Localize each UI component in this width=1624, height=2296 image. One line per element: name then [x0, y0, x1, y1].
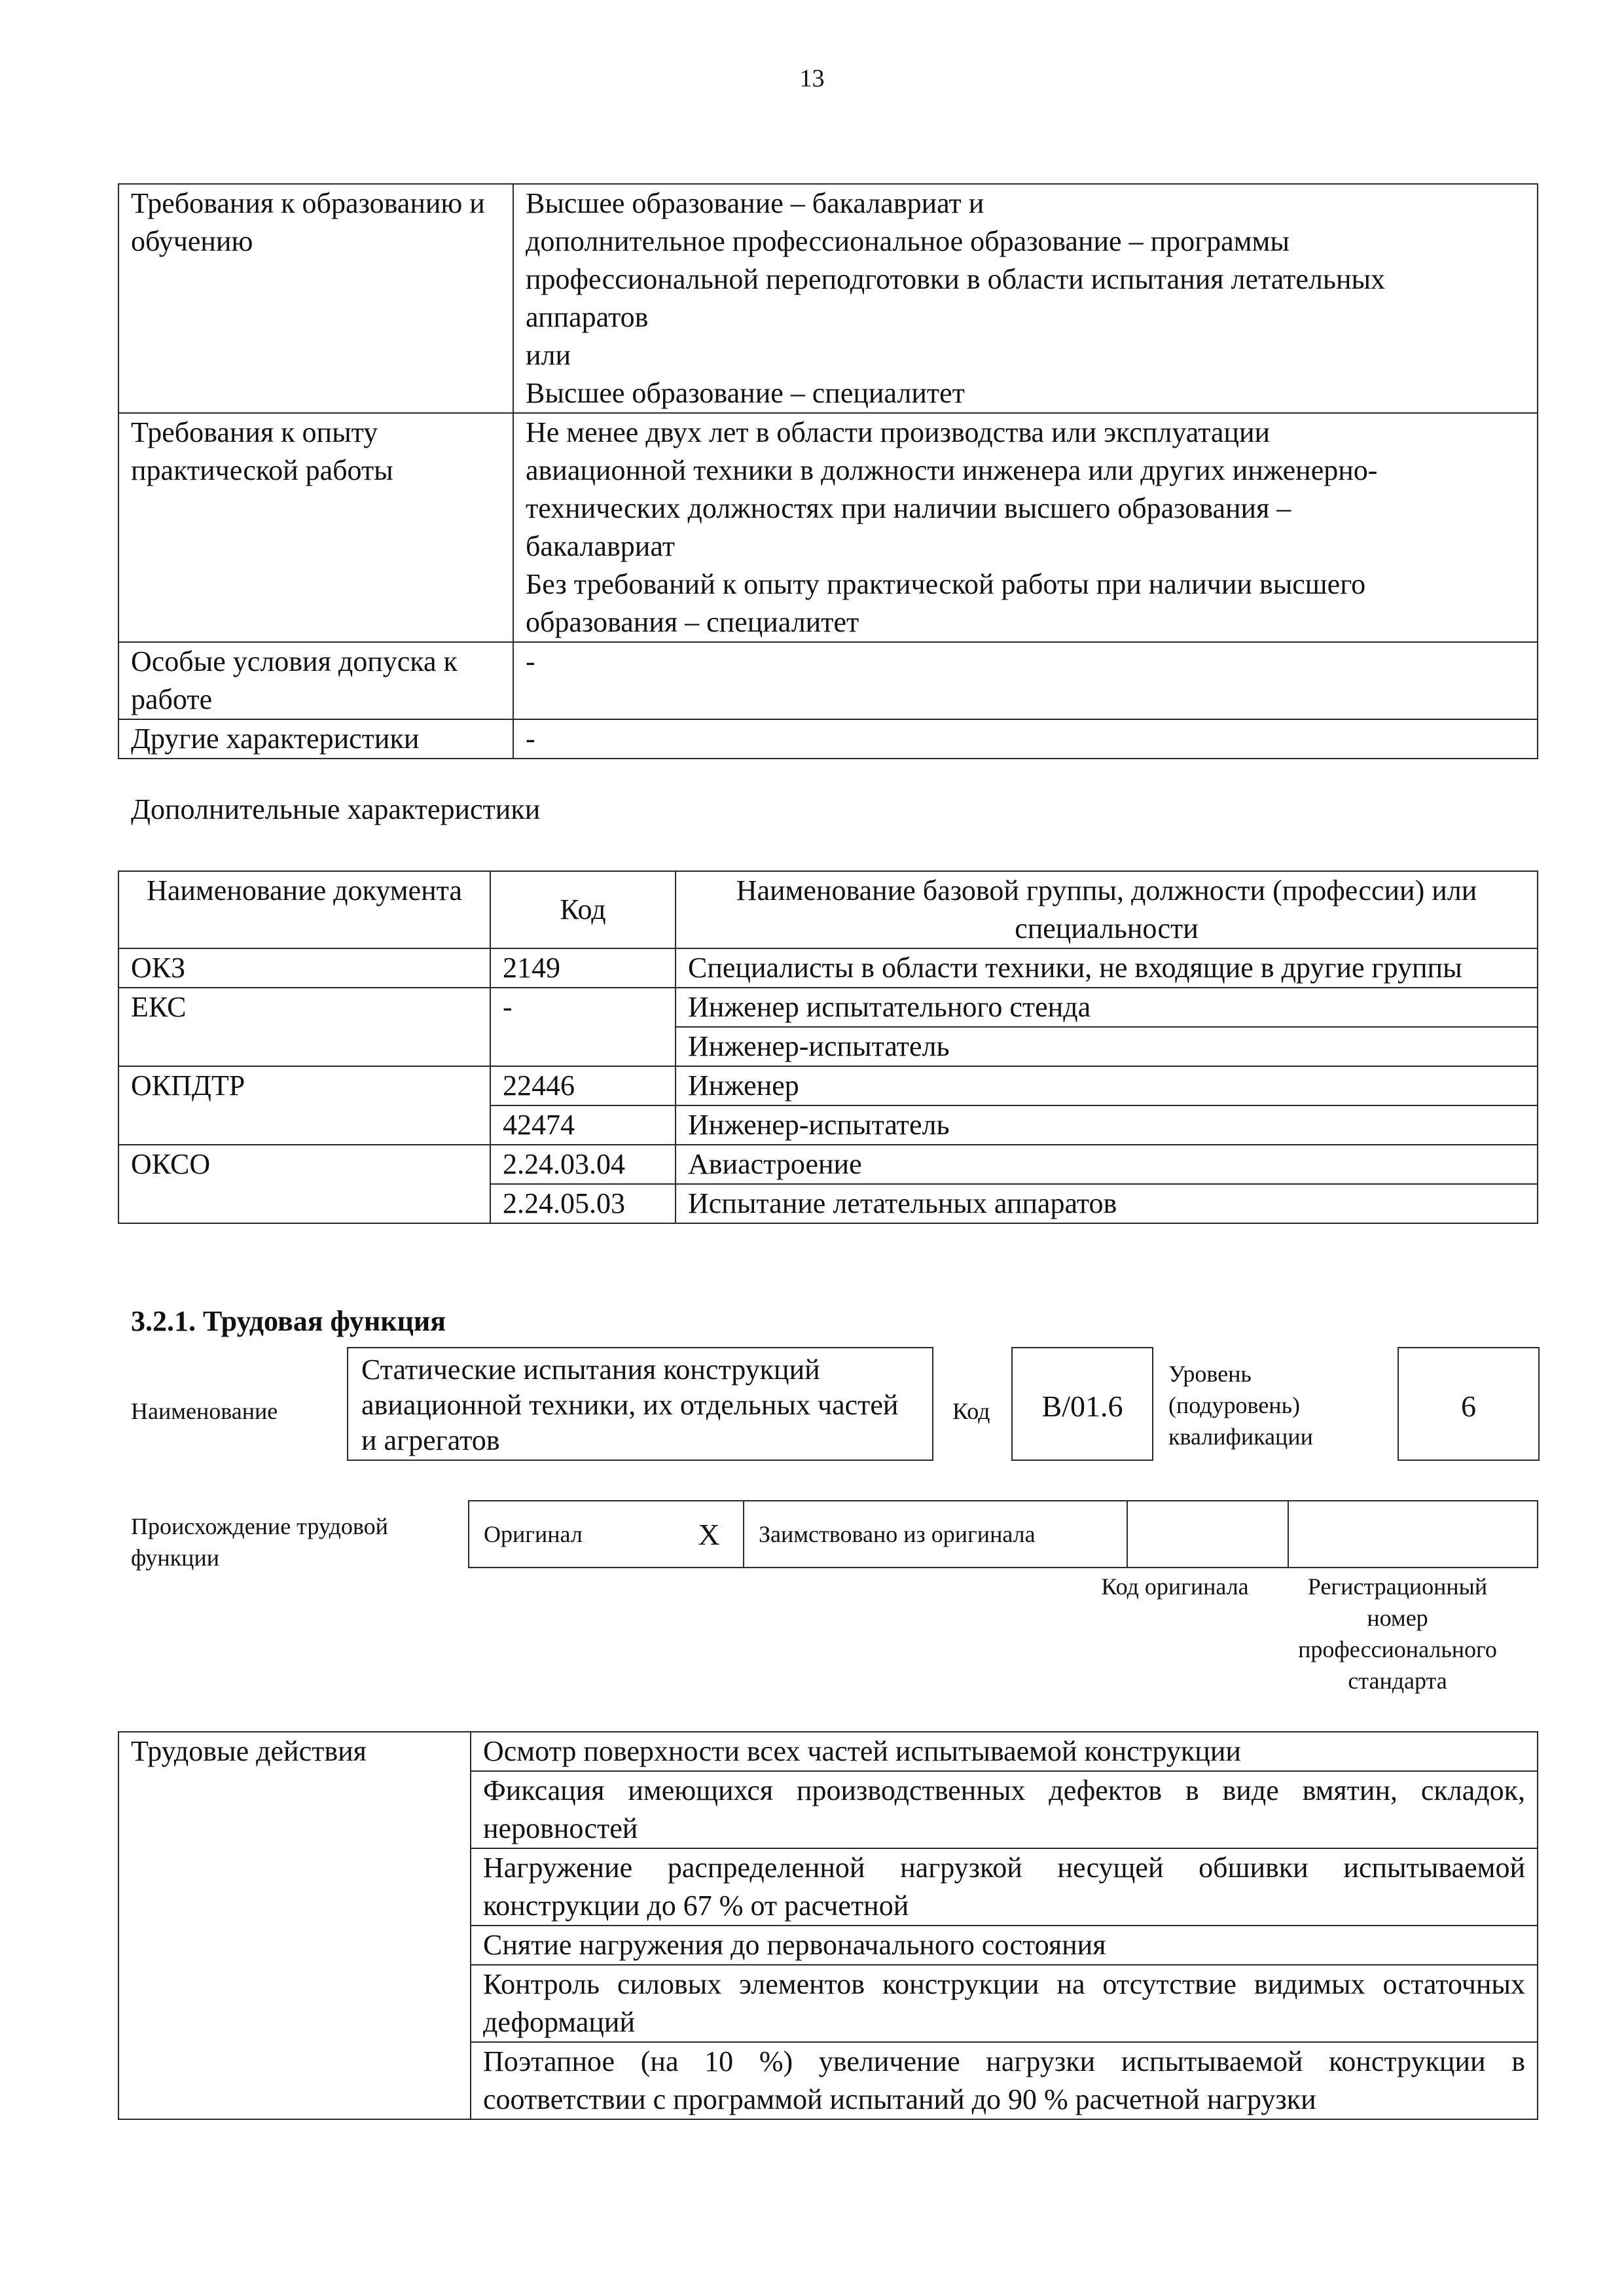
text-line: или [526, 339, 571, 371]
text-line: Высшее образование – специалитет [526, 377, 965, 409]
function-heading: 3.2.1. Трудовая функция [131, 1305, 446, 1337]
requirements-table [118, 183, 1538, 759]
code-cell: 2149 [490, 948, 676, 988]
row-label: Требования к образованию и обучению [118, 184, 513, 413]
table-row [118, 1732, 1538, 1771]
table-row [118, 413, 1538, 642]
function-name-box [347, 1347, 933, 1461]
action-item: Фиксация имеющихся производственных дефектов в виде вмятин, складок, неровностей [471, 1771, 1538, 1848]
text-line: образования – специалитет [526, 606, 859, 638]
name-label: Наименование [131, 1398, 278, 1424]
action-item: Поэтапное (на 10 %) увеличение нагрузки испытываемой конструкции в соответствии с программой испытаний до 90 % расчетной нагрузки [471, 2042, 1538, 2119]
doc-cell: ОКСО [118, 1145, 490, 1223]
additional-title: Дополнительные характеристики [131, 793, 541, 825]
name-cell: Авиастроение [676, 1145, 1538, 1184]
table-row [118, 719, 1538, 759]
text-line: Высшее образование – бакалавриат и [526, 187, 984, 219]
action-item: Контроль силовых элементов конструкции на отсутствие видимых остаточных деформаций [471, 1965, 1538, 2042]
code-box [1011, 1347, 1153, 1461]
text-line: авиационной техники в должности инженера или других инженерно- [526, 454, 1378, 486]
origin-table [468, 1500, 1538, 1568]
row-label: Другие характеристики [118, 719, 513, 759]
row-label: Требования к опыту практической работы [118, 413, 513, 642]
additional-table [118, 870, 1538, 1224]
table-row [118, 948, 1538, 988]
text-line: дополнительное профессиональное образование – программы [526, 225, 1290, 257]
reg-number-label: Регистрационный номер профессионального стандарта [1298, 1573, 1497, 1694]
actions-table [118, 1731, 1538, 2120]
doc-cell: ОКПДТР [118, 1066, 490, 1145]
page-number: 13 [799, 65, 825, 92]
actions-label: Трудовые действия [118, 1732, 471, 2119]
action-item: Снятие нагружения до первоначального состояния [471, 1926, 1538, 1965]
action-item: Нагружение распределенной нагрузкой несущей обшивки испытываемой конструкции до 67 % от расчетной [471, 1848, 1538, 1926]
name-cell: Инженер испытательного стенда [676, 988, 1538, 1027]
column-header: Наименование базовой группы, должности (профессии) или специальности [676, 871, 1538, 948]
code-label: Код [952, 1398, 990, 1424]
original-label: Оригинал [469, 1501, 675, 1568]
text-line: бакалавриат [526, 530, 675, 562]
row-label: Особые условия допуска к работе [118, 642, 513, 719]
code-cell: 42474 [490, 1105, 676, 1145]
level-label: Уровень (подуровень) квалификации [1168, 1361, 1313, 1450]
table-row [118, 1066, 1538, 1105]
origin-label: Происхождение трудовой функции [131, 1513, 388, 1571]
code-original-cell [1127, 1501, 1288, 1568]
reg-number-cell [1288, 1501, 1538, 1568]
table-row [118, 642, 1538, 719]
doc-cell: ОКЗ [118, 948, 490, 988]
origin-row [469, 1501, 1538, 1568]
doc-cell: ЕКС [118, 988, 490, 1066]
name-cell: Инженер-испытатель [676, 1105, 1538, 1145]
code-cell: 2.24.03.04 [490, 1145, 676, 1184]
table-row [118, 184, 1538, 413]
code-cell: - [490, 988, 676, 1066]
code-cell: 2.24.05.03 [490, 1184, 676, 1223]
table-row [118, 1145, 1538, 1184]
column-header: Наименование документа [118, 871, 490, 948]
name-cell: Инженер-испытатель [676, 1027, 1538, 1066]
name-cell: Специалисты в области техники, не входящие в другие группы [676, 948, 1538, 988]
text-line: технических должностях при наличии высшего образования – [526, 492, 1291, 524]
level-value: 6 [1461, 1390, 1476, 1423]
borrowed-label: Заимствовано из оригинала [744, 1501, 1127, 1568]
name-cell: Инженер [676, 1066, 1538, 1105]
function-name: Статические испытания конструкций авиационной техники, их отдельных частей и агрегатов [361, 1354, 899, 1456]
text-line: Без требований к опыту практической работы при наличии высшего [526, 568, 1366, 600]
header-row [118, 871, 1538, 948]
level-box [1398, 1347, 1540, 1461]
text-line: профессиональной переподготовки в области испытания летательных [526, 263, 1386, 295]
original-mark: X [675, 1501, 744, 1568]
row-value: - [513, 642, 1538, 719]
code-original-label: Код оригинала [1101, 1573, 1249, 1600]
text-line: Не менее двух лет в области производства или эксплуатации [526, 416, 1271, 448]
code-cell: 22446 [490, 1066, 676, 1105]
column-header: Код [490, 871, 676, 948]
text-line: аппаратов [526, 301, 649, 333]
code-value: B/01.6 [1041, 1390, 1123, 1423]
row-value: - [513, 719, 1538, 759]
action-item: Осмотр поверхности всех частей испытываемой конструкции [471, 1732, 1538, 1771]
table-row [118, 988, 1538, 1027]
name-cell: Испытание летательных аппаратов [676, 1184, 1538, 1223]
